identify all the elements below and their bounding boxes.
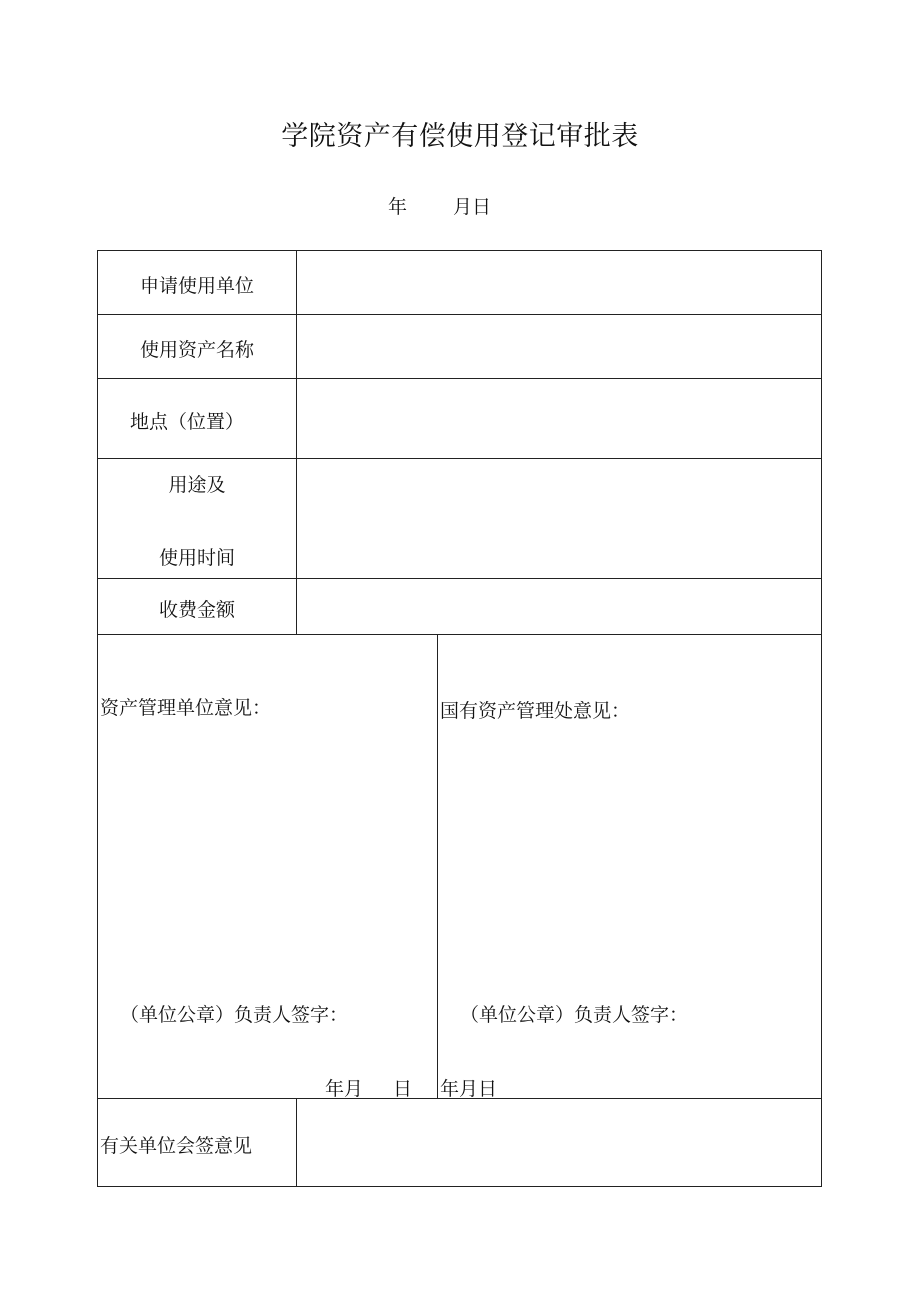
purpose-usage-time-field[interactable] xyxy=(296,459,821,578)
opinion-column-divider xyxy=(437,634,438,1098)
approval-form-table xyxy=(97,250,822,1187)
usage-time-label: 使用时间 xyxy=(158,547,235,569)
asset-name-label: 使用资产名称 xyxy=(139,339,254,361)
applicant-unit-label: 申请使用单位 xyxy=(139,275,254,297)
location-label: 地点（位置） xyxy=(130,411,245,433)
location-field[interactable] xyxy=(296,379,821,458)
state-asset-office-opinion-heading: 国有资产管理处意见： xyxy=(440,700,631,722)
asset-management-unit-opinion-heading: 资产管理单位意见： xyxy=(100,697,272,719)
left-date-day: 日 xyxy=(393,1078,413,1100)
fee-amount-label: 收费金额 xyxy=(158,599,235,621)
left-date-year-month: 年月 xyxy=(325,1078,364,1100)
document-title: 学院资产有偿使用登记审批表 xyxy=(281,121,639,152)
date-year-label: 年 xyxy=(388,196,408,218)
row-divider xyxy=(98,634,821,635)
countersign-opinion-field[interactable] xyxy=(296,1099,821,1186)
left-seal-signature-label: （单位公章）负责人签字： xyxy=(120,1004,349,1026)
purpose-label: 用途及 xyxy=(168,474,226,496)
right-date: 年月日 xyxy=(440,1078,498,1100)
applicant-unit-field[interactable] xyxy=(296,251,821,314)
countersign-opinion-label: 有关单位会签意见 xyxy=(100,1135,253,1157)
right-seal-signature-label: （单位公章）负责人签字： xyxy=(460,1004,689,1026)
date-month-day-label: 月日 xyxy=(453,196,492,218)
date-line xyxy=(388,192,491,219)
asset-name-field[interactable] xyxy=(296,315,821,378)
fee-amount-field[interactable] xyxy=(296,579,821,634)
